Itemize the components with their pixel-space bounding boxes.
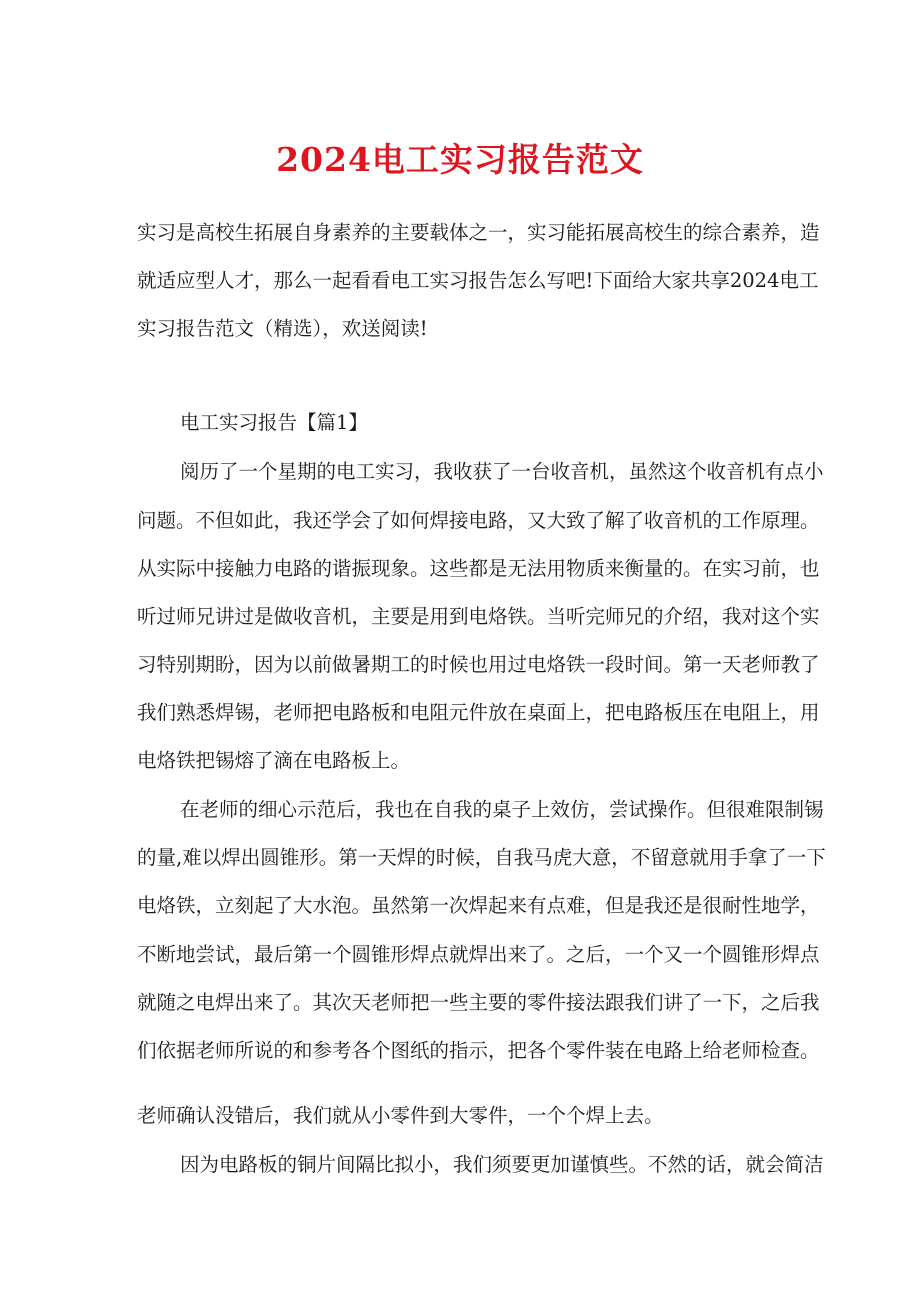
paragraph-line: 听过师兄讲过是做收音机，主要是用到电烙铁。当听完师兄的介绍，我对这个实 xyxy=(137,605,820,628)
paragraph-line: 就随之电焊出来了。其次天老师把一些主要的零件接法跟我们讲了一下，之后我 xyxy=(137,991,820,1014)
paragraph-line: 电烙铁把锡熔了滴在电路板上。 xyxy=(137,749,411,772)
paragraph-line: 问题。不但如此，我还学会了如何焊接电路，又大致了解了收音机的工作原理。 xyxy=(137,509,820,532)
paragraph-line: 在老师的细心示范后，我也在自我的桌子上效仿，尝试操作。但很难限制锡 xyxy=(180,798,824,821)
paragraph-line: 习特别期盼，因为以前做暑期工的时候也用过电烙铁一段时间。第一天老师教了 xyxy=(137,653,820,676)
paragraph-line: 从实际中接触力电路的谐振现象。这些都是无法用物质来衡量的。在实习前，也 xyxy=(137,557,820,580)
paragraph-line: 因为电路板的铜片间隔比拟小，我们须要更加谨慎些。不然的话，就会简洁 xyxy=(180,1153,824,1176)
paragraph-line: 电烙铁，立刻起了大水泡。虽然第一次焊起来有点难，但是我还是很耐性地学， xyxy=(137,894,820,917)
intro-line: 实习是高校生拓展自身素养的主要载体之一，实习能拓展高校生的综合素养，造 xyxy=(137,221,820,244)
paragraph-line: 不断地尝试，最后第一个圆锥形焊点就焊出来了。之后，一个又一个圆锥形焊点 xyxy=(137,943,820,966)
intro-line: 实习报告范文（精选），欢送阅读! xyxy=(137,317,428,340)
paragraph-line: 的量,难以焊出圆锥形。第一天焊的时候，自我马虎大意，不留意就用手拿了一下 xyxy=(137,846,826,869)
section-heading: 电工实习报告【篇1】 xyxy=(180,411,368,434)
paragraph-line: 们依据老师所说的和参考各个图纸的指示，把各个零件装在电路上给老师检查。 xyxy=(137,1039,820,1062)
intro-line: 就适应型人才，那么一起看看电工实习报告怎么写吧!下面给大家共享2024电工 xyxy=(137,269,819,292)
paragraph-line: 我们熟悉焊锡，老师把电路板和电阻元件放在桌面上，把电路板压在电阻上，用 xyxy=(137,701,820,724)
paragraph-line: 老师确认没错后，我们就从小零件到大零件，一个个焊上去。 xyxy=(137,1104,664,1127)
document-title: 2024电工实习报告范文 xyxy=(276,140,644,179)
paragraph-line: 阅历了一个星期的电工实习，我收获了一台收音机，虽然这个收音机有点小 xyxy=(180,460,824,483)
